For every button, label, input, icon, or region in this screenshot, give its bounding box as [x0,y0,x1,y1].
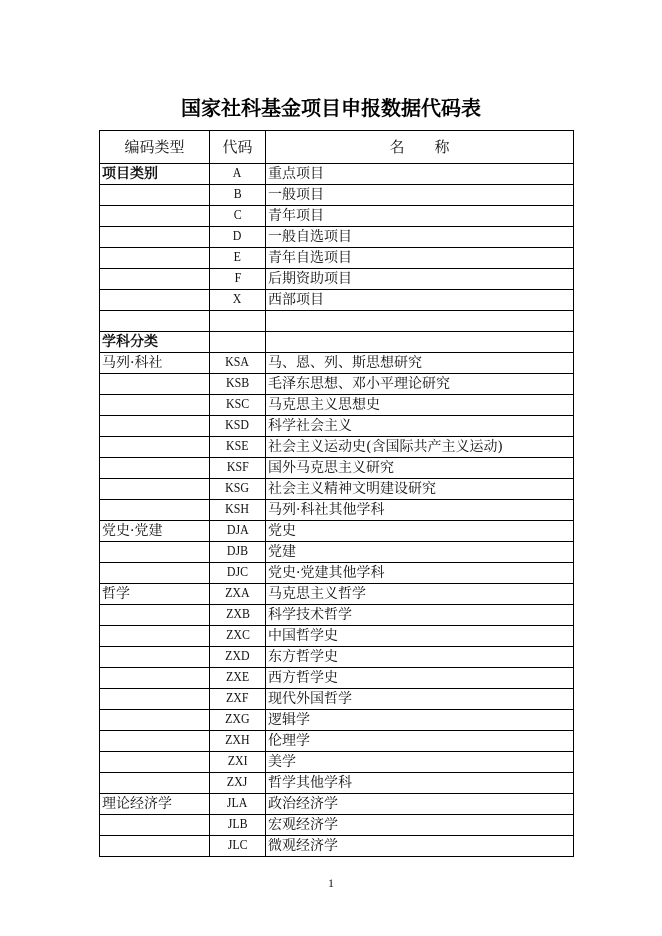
table-row [100,479,574,500]
table-row [100,290,574,311]
code-text: ZXE [225,670,250,685]
cell-category [100,185,210,206]
cell-code [210,773,266,794]
table-row [100,689,574,710]
cell-code [210,563,266,584]
cell-name: 科学技术哲学 [266,605,574,626]
cell-code [210,311,266,332]
table-row [100,836,574,857]
cell-code [210,332,266,353]
cell-name: 马克思主义哲学 [266,584,574,605]
cell-name: 一般项目 [266,185,574,206]
cell-category: 党史·党建 [100,521,210,542]
code-text: X [233,292,242,307]
cell-code [210,185,266,206]
table-row [100,605,574,626]
cell-category [100,479,210,500]
cell-code [210,836,266,857]
code-text: ZXG [225,712,250,727]
table-row [100,563,574,584]
cell-category [100,752,210,773]
cell-code [210,164,266,185]
table-row [100,500,574,521]
code-text: DJC [226,565,249,580]
table-row [100,542,574,563]
cell-category [100,773,210,794]
cell-name [266,332,574,353]
code-text: KSC [225,397,250,412]
cell-name: 后期资助项目 [266,269,574,290]
header-code: 代码 [210,131,266,164]
code-text: ZXC [225,628,250,643]
cell-category [100,836,210,857]
table-row [100,521,574,542]
cell-code [210,752,266,773]
cell-code [210,794,266,815]
cell-category [100,227,210,248]
table-row [100,248,574,269]
table-row [100,752,574,773]
cell-name: 西部项目 [266,290,574,311]
cell-category [100,269,210,290]
table-row [100,353,574,374]
table-row [100,731,574,752]
cell-name: 宏观经济学 [266,815,574,836]
cell-category [100,500,210,521]
cell-code [210,710,266,731]
cell-category [100,290,210,311]
code-table [99,130,574,857]
cell-code [210,521,266,542]
table-row [100,395,574,416]
page-number: 1 [328,876,334,890]
cell-category [100,731,210,752]
cell-code [210,626,266,647]
cell-name: 科学社会主义 [266,416,574,437]
table-row [100,269,574,290]
cell-code [210,731,266,752]
table-row [100,773,574,794]
cell-category [100,458,210,479]
table-row [100,437,574,458]
code-text: ZXB [225,607,250,622]
code-text: B [233,187,242,202]
document-title: 国家社科基金项目申报数据代码表 [181,96,481,120]
code-text: ZXJ [227,775,248,790]
cell-category [100,311,210,332]
cell-name: 马克思主义思想史 [266,395,574,416]
table-row [100,710,574,731]
cell-code [210,542,266,563]
cell-category [100,206,210,227]
table-row [100,164,574,185]
code-text: DJB [226,544,249,559]
cell-name: 国外马克思主义研究 [266,458,574,479]
table-row [100,794,574,815]
code-text: ZXF [226,691,249,706]
code-text: KSB [225,376,250,391]
cell-name: 西方哲学史 [266,668,574,689]
header-name: 名 称 [266,131,574,164]
code-text: F [234,271,241,286]
cell-name: 社会主义精神文明建设研究 [266,479,574,500]
cell-code [210,248,266,269]
cell-category [100,626,210,647]
cell-code [210,416,266,437]
cell-name: 东方哲学史 [266,647,574,668]
header-code-type: 编码类型 [100,131,210,164]
code-text: D [233,229,242,244]
table-row [100,311,574,332]
cell-code [210,458,266,479]
code-text: ZXI [227,754,248,769]
code-text: DJA [226,523,249,538]
cell-code [210,479,266,500]
cell-category: 项目类别 [100,164,210,185]
cell-code [210,269,266,290]
cell-name: 党史·党建其他学科 [266,563,574,584]
code-text: KSG [225,481,250,496]
code-text: KSF [226,460,249,475]
code-text: ZXD [225,649,250,664]
cell-name: 毛泽东思想、邓小平理论研究 [266,374,574,395]
cell-code [210,353,266,374]
cell-category [100,815,210,836]
table-header-row [100,131,574,164]
cell-name: 社会主义运动史(含国际共产主义运动) [266,437,574,458]
cell-category: 理论经济学 [100,794,210,815]
cell-name: 中国哲学史 [266,626,574,647]
table-row [100,815,574,836]
cell-name: 党史 [266,521,574,542]
cell-code [210,815,266,836]
cell-code [210,584,266,605]
cell-category [100,647,210,668]
code-text: A [233,166,242,181]
code-text: KSD [225,418,250,433]
cell-category [100,395,210,416]
table-row [100,185,574,206]
cell-code [210,206,266,227]
cell-name: 微观经济学 [266,836,574,857]
cell-category [100,605,210,626]
table-row [100,626,574,647]
table-row [100,374,574,395]
cell-code [210,647,266,668]
cell-name: 美学 [266,752,574,773]
cell-name: 青年自选项目 [266,248,574,269]
cell-code [210,668,266,689]
cell-category [100,416,210,437]
cell-code [210,290,266,311]
cell-name: 伦理学 [266,731,574,752]
code-text: KSA [225,355,250,370]
table-row [100,332,574,353]
code-text: KSE [226,439,249,454]
code-text: JLC [227,838,248,853]
table-row [100,416,574,437]
cell-name: 马列·科社其他学科 [266,500,574,521]
cell-category [100,374,210,395]
code-text: C [233,208,242,223]
cell-code [210,689,266,710]
table-row [100,227,574,248]
code-text: ZXA [225,586,250,601]
cell-name: 现代外国哲学 [266,689,574,710]
cell-code [210,227,266,248]
code-text: KSH [225,502,250,517]
cell-category [100,542,210,563]
cell-name: 重点项目 [266,164,574,185]
code-text: JLB [227,817,248,832]
cell-code [210,437,266,458]
cell-category [100,689,210,710]
cell-code [210,374,266,395]
cell-name: 逻辑学 [266,710,574,731]
cell-name: 马、恩、列、斯思想研究 [266,353,574,374]
table-body [100,164,574,857]
cell-name [266,311,574,332]
table-row [100,458,574,479]
cell-name: 党建 [266,542,574,563]
cell-name: 哲学其他学科 [266,773,574,794]
cell-category [100,248,210,269]
cell-name: 政治经济学 [266,794,574,815]
table-row [100,206,574,227]
cell-category [100,710,210,731]
cell-category: 马列·科社 [100,353,210,374]
table-row [100,647,574,668]
cell-name: 青年项目 [266,206,574,227]
cell-category: 学科分类 [100,332,210,353]
code-text: E [233,250,242,265]
cell-category: 哲学 [100,584,210,605]
cell-code [210,605,266,626]
cell-code [210,500,266,521]
cell-category [100,668,210,689]
cell-category [100,563,210,584]
code-text: JLA [227,796,248,811]
code-text: ZXH [225,733,250,748]
table-row [100,668,574,689]
cell-name: 一般自选项目 [266,227,574,248]
table-row [100,584,574,605]
cell-category [100,437,210,458]
cell-code [210,395,266,416]
